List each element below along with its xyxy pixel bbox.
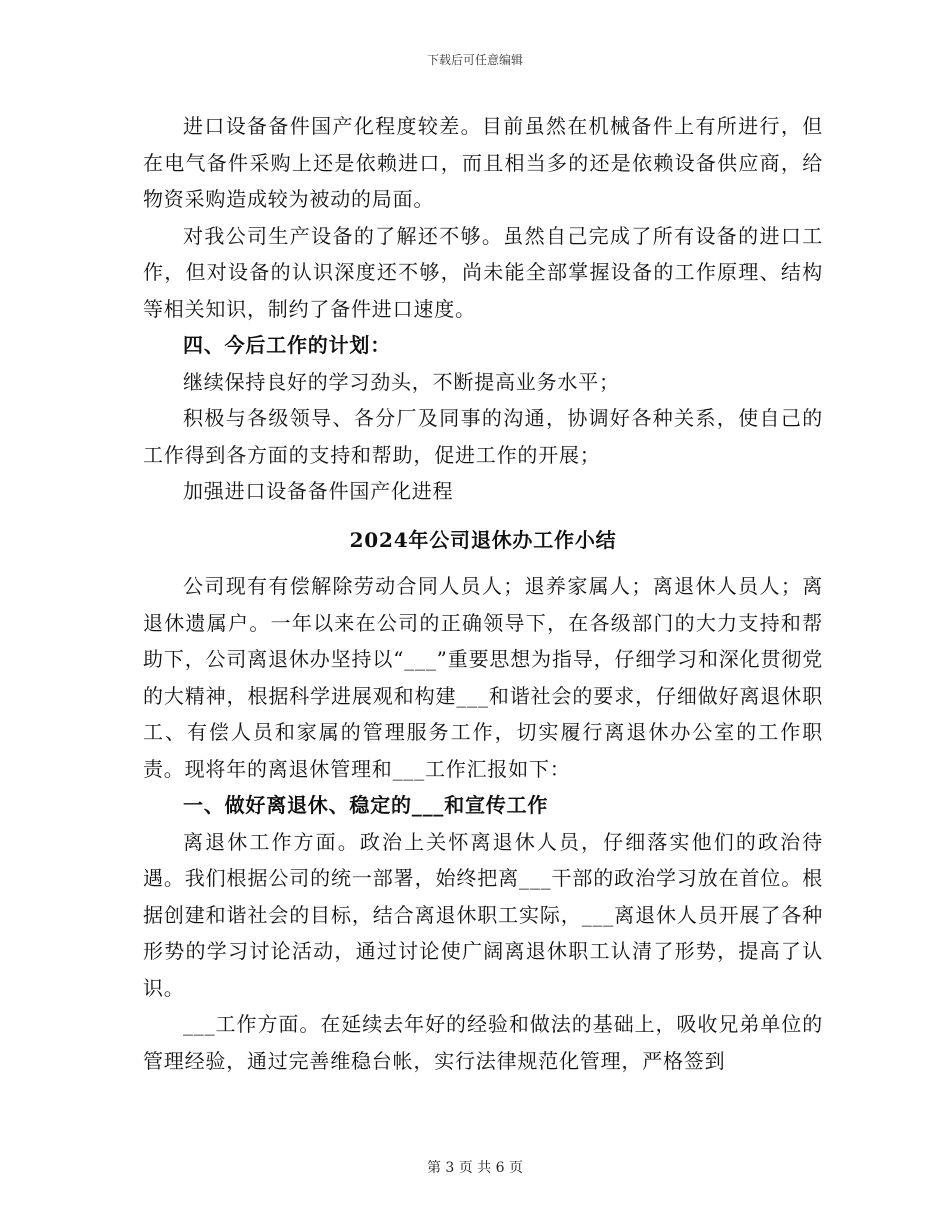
page-header: 下载后可任意编辑 (426, 53, 523, 67)
paragraph-plan-item-1: 继续保持良好的学习劲头，不断提高业务水平； (183, 369, 620, 394)
document-body (143, 108, 823, 1079)
paragraph-retirement-work: 离退休工作方面。政治上关怀离退休人员，仔细落实他们的政治待遇。我们根据公司的统一部署，始终把离___干部的政治学习放在首位。根据创建和谐社会的目标，结合离退休职工实际，___离退休人员开展了各种形势的学习讨论活动，通过讨论使广阔离退休职工认清了形势，提高了认识。 (143, 829, 823, 1000)
paragraph-stability-work: ___工作方面。在延续去年好的经验和做法的基础上，吸收兄弟单位的管理经验，通过完善维稳台帐，实行法律规范化管理，严格签到 (143, 1012, 823, 1073)
paragraph-equipment-knowledge: 对我公司生产设备的了解还不够。虽然自己完成了所有设备的进口工作，但对设备的认识深度还不够，尚未能全部掌握设备的工作原理、结构等相关知识，制约了备件进口速度。 (143, 223, 823, 321)
paragraph-spare-parts: 进口设备备件国产化程度较差。目前虽然在机械备件上有所进行，但在电气备件采购上还是依赖进口，而且相当多的还是依赖设备供应商，给物资采购造成较为被动的局面。 (143, 114, 823, 211)
section-title: 2024年公司退休办工作小结 (349, 527, 617, 552)
paragraph-intro: 公司现有有偿解除劳动合同人员人；退养家属人；离退休人员人；离退休遗属户。一年以来在公司的正确领导下，在各级部门的大力支持和帮助下，公司离退休办坚持以“___”重要思想为指导，仔细学习和深化贯彻党的大精神，根据科学进展观和构建___和谐社会的要求，仔细做好离退休职工、有偿人员和家属的管理服务工作，切实履行离退休办公室的工作职责。现将年的离退休管理和___工作汇报如下： (143, 574, 823, 781)
page-footer: 第 3 页 共 6 页 (426, 1160, 524, 1176)
heading-future-plan: 四、今后工作的计划： (183, 333, 391, 357)
heading-retirement-work: 一、做好离退休、稳定的___和宣传工作 (183, 793, 549, 817)
paragraph-plan-item-2: 积极与各级领导、各分厂及同事的沟通，协调好各种关系，使自己的工作得到各方面的支持和帮助，促进工作的开展； (143, 406, 823, 467)
paragraph-plan-item-3: 加强进口设备备件国产化进程 (183, 479, 454, 503)
